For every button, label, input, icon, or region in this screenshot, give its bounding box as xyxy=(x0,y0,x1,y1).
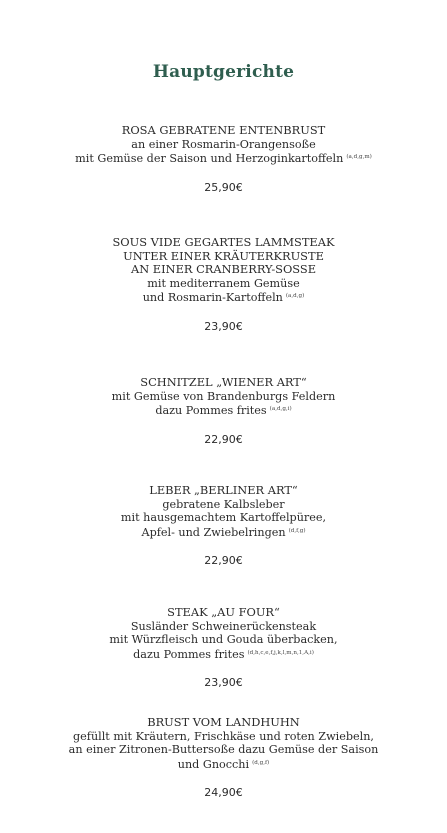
dish-description: mit Gemüse von Brandenburgs Feldern xyxy=(111,389,336,403)
dish-lammsteak xyxy=(0,236,447,333)
allergen-codes: (d,f,g) xyxy=(288,527,306,534)
dish-description: an einer Rosmarin-Orangensoße xyxy=(131,137,316,151)
dish-price: 24,90€ xyxy=(204,786,243,799)
allergen-codes: (a,d,g,m) xyxy=(346,154,372,160)
dish-description-text: dazu Pommes frites xyxy=(155,404,267,417)
dish-description-text: mit Gemüse der Saison und Herzoginkartoffeln xyxy=(75,152,344,165)
dish-name: SCHNITZEL „WIENER ART“ xyxy=(140,375,307,389)
dish-description: mit hausgemachtem Kartoffelpüree, xyxy=(120,511,327,524)
dish-price: 23,90€ xyxy=(204,319,243,333)
dish-description-last xyxy=(0,647,447,662)
dish-description-text: und Gnocchi xyxy=(177,757,250,771)
dish-name: BRUST VOM LANDHUHN xyxy=(147,715,300,729)
dish-description: an einer Zitronen-Buttersoße dazu Gemüse der Saison xyxy=(68,743,379,756)
allergen-codes: (a,d,g,i) xyxy=(269,406,292,412)
dish-price: 22,90€ xyxy=(204,554,243,567)
allergen-codes: (d,h,c,e,f,j,k,l,m,n,1,A,i) xyxy=(247,649,314,656)
dish-steak xyxy=(0,606,447,689)
dish-schnitzel xyxy=(0,376,447,446)
dish-landhuhn xyxy=(0,716,447,799)
dish-description: mit mediterranem Gemüse xyxy=(147,276,300,290)
dish-name: SOUS VIDE GEGARTES LAMMSTEAK xyxy=(112,235,335,249)
dish-name: ROSA GEBRATENE ENTENBRUST xyxy=(121,123,326,137)
allergen-codes: (a,d,g) xyxy=(285,293,305,299)
dish-name: LEBER „BERLINER ART“ xyxy=(149,483,298,497)
dish-description: gebratene Kalbsleber xyxy=(162,497,285,511)
dish-price: 22,90€ xyxy=(204,432,243,446)
dish-name-continued: AN EINER CRANBERRY-SOSSE xyxy=(130,262,317,276)
dish-description: Susländer Schweinerückensteak xyxy=(130,619,317,633)
dish-price: 23,90€ xyxy=(204,676,243,689)
dish-price: 25,90€ xyxy=(204,180,243,194)
dish-description-last xyxy=(0,525,447,540)
dish-description-last xyxy=(0,290,447,305)
dish-description-text: und Rosmarin-Kartoffeln xyxy=(142,291,283,304)
dish-description-last xyxy=(0,151,447,166)
dish-description-text: dazu Pommes frites xyxy=(133,647,245,661)
dish-description: gefüllt mit Kräutern, Frischkäse und roten Zwiebeln, xyxy=(73,729,374,743)
dish-name-continued: UNTER EINER KRÄUTERKRUSTE xyxy=(123,248,324,263)
dish-name: STEAK „AU FOUR“ xyxy=(167,605,280,619)
page-title: Hauptgerichte xyxy=(152,62,295,82)
dish-entenbrust xyxy=(0,124,447,194)
dish-description-text: Apfel- und Zwiebelringen xyxy=(141,525,286,539)
dish-description: mit Würzfleisch und Gouda überbacken, xyxy=(109,633,338,646)
allergen-codes: (d,g,f) xyxy=(252,759,270,766)
dish-description-last xyxy=(0,757,447,772)
dish-leber xyxy=(0,484,447,567)
dish-description-last xyxy=(0,403,447,418)
